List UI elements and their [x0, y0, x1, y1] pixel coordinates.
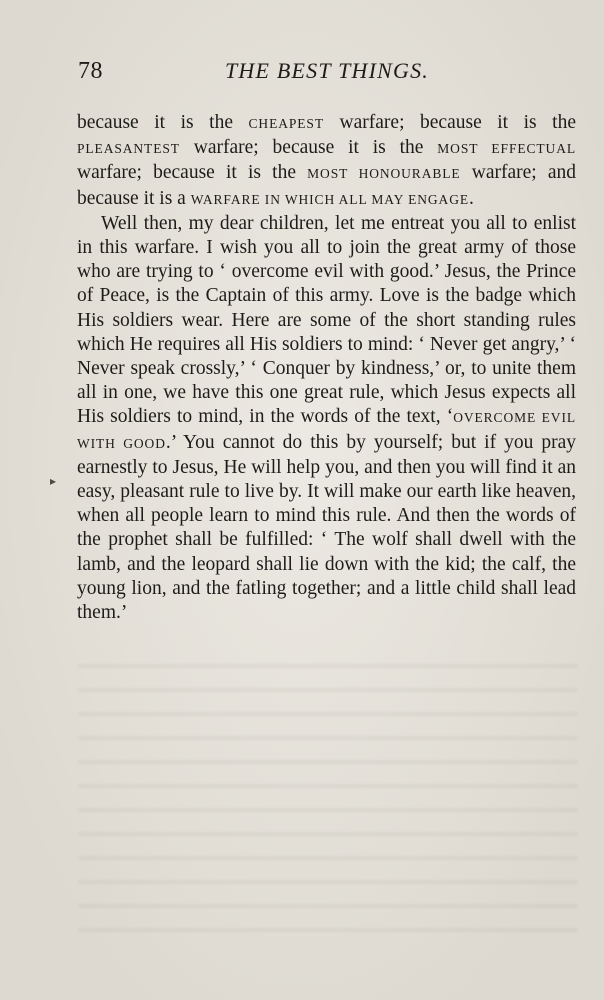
page-header: [78, 58, 576, 92]
body-text: [77, 111, 576, 625]
paragraph-2-text-1: Well then, my dear children, let me entreat you all to enlist in this warfare. I wish you all to join the great army of those who are trying to ‘ overcome evil with good.’ Jesus, the Prince of Peace, is the Captain of this army. Love is the badge which His soldiers wear. Here are some of the short standing rules which He requires all His soldiers to mind: ‘ Never get angry,’ ‘ Never speak crossly,’ ‘ Conquer by kindness,’ or, to unite them all in one, we have this one great rule, which Jesus expects all His soldiers to mind, in the words of the text, ‘: [77, 212, 576, 428]
paragraph-1-text-6: .: [469, 187, 474, 209]
paragraph-1-text-1: because it is the: [77, 112, 249, 133]
reverse-side-bleed-through: [78, 650, 578, 940]
paragraph-1: [77, 111, 576, 212]
running-title: THE BEST THINGS.: [225, 58, 429, 83]
paragraph-2-text-2: .’ You cannot do this by yourself; but if you pray earnestly to Jesus, He will help you, and then you will find it an easy, pleasant rule to live by. It will make our earth like heaven, when all people learn to mind this rule. And then the words of the prophet shall be fulfilled: ‘ The wolf shall dwell with the lamb, and the leopard shall lie down with the kid; the calf, the young lion, and the fatling together; and a little child shall lead them.’: [77, 431, 576, 624]
paragraph-1-text-4: warfare; because it is the: [77, 162, 308, 184]
paragraph-1-text-3: warfare; because it is the: [179, 137, 438, 159]
margin-mark: ▸: [50, 474, 57, 488]
small-caps-warfare-all-engage: WARFARE IN WHICH ALL MAY ENGAGE: [190, 191, 469, 207]
small-caps-most-honourable: MOST HONOURABLE: [307, 166, 461, 182]
small-caps-most-effectual: MOST EFFECTUAL: [437, 141, 576, 157]
small-caps-cheapest: CHEAPEST: [248, 116, 324, 131]
paragraph-2: [77, 212, 576, 625]
paragraph-1-text-5: warfare; and because it is a: [77, 162, 577, 209]
page-number: 78: [78, 58, 103, 84]
small-caps-overcome-evil: OVERCOME EVIL WITH GOOD: [77, 410, 576, 451]
paragraph-1-text-2: warfare; because it is the: [324, 112, 577, 133]
small-caps-pleasantest: PLEASANTEST: [77, 141, 180, 157]
